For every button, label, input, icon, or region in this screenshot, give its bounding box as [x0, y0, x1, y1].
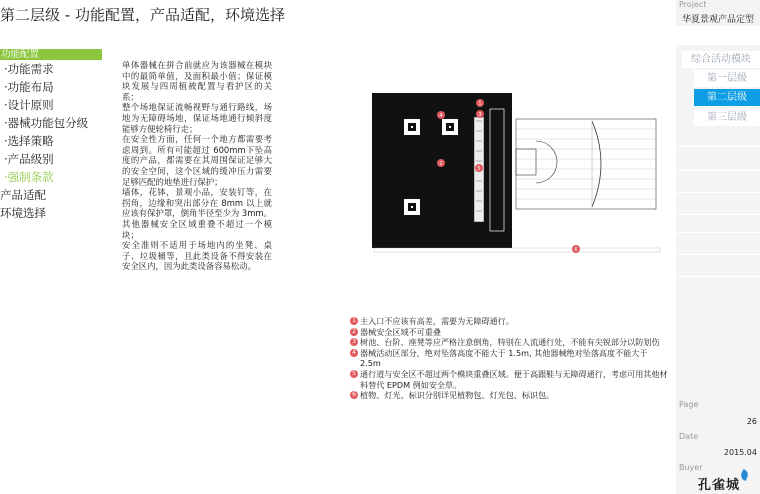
marker-label: 4	[439, 113, 443, 119]
page-title: 第二层级 - 功能配置，产品适配，环境选择	[0, 6, 285, 24]
marker-label: 3	[478, 112, 482, 118]
date-label: Date	[679, 432, 699, 441]
body-paragraph: 墙体，花钵，景观小品，安装钉等，在拐角，边缘和突出部分在 8mm 以上就应该有保护罩，倒角半径至少为 3mm。	[122, 187, 272, 219]
note-number-badge: 1	[350, 317, 358, 325]
section-nav	[0, 49, 102, 222]
body-paragraph: 单体器械在拼合前就应为该器械在模块中的最简单值，及面积最小值；保证模块发展与四周植被配置与看护区的关系；	[122, 60, 272, 102]
note-number-badge: 6	[350, 391, 358, 399]
level-tab[interactable]: 第二层级	[694, 89, 760, 106]
buyer-logo	[698, 474, 740, 493]
module-tab[interactable]: 综合活动模块	[682, 51, 760, 68]
body-paragraph: 整个场地保证流畅视野与通行路线，场地为无障碍场地，保证场地通行倾斜度能够方便轮椅行走；	[122, 102, 272, 134]
note-text: 树池、台阶、座凳等应严格注意倒角，特别在人流通行处，不能有尖锐部分以防划伤	[360, 337, 660, 348]
nav-list	[0, 60, 102, 222]
sidebar-blank-row	[676, 26, 760, 45]
project-name: 华夏景观产品定型	[681, 15, 754, 25]
note-number-badge: 4	[350, 349, 358, 357]
note-number-badge: 3	[350, 338, 358, 346]
body-paragraph: 安全准则不适用于场地内的坐凳、桌子、垃圾桶等，且此类设备不得安装在安全区内，因为此类设备容易松动。	[122, 240, 272, 272]
nav-item[interactable]: ·产品级别	[4, 152, 54, 166]
note-item	[350, 316, 670, 327]
marker-label: 1	[478, 101, 482, 107]
level-tab[interactable]: 第三层级	[694, 109, 760, 126]
nav-item[interactable]: ·选择策略	[4, 134, 54, 148]
nav-item[interactable]: ·功能需求	[4, 62, 54, 76]
note-number-badge: 5	[350, 370, 358, 378]
marker-label: 5	[477, 166, 481, 172]
buyer-label: Buyer	[679, 463, 703, 472]
info-sidebar	[676, 0, 760, 494]
nav-item[interactable]: ·功能布局	[4, 80, 54, 94]
note-item	[350, 390, 670, 401]
date-value: 2015.04	[723, 448, 757, 457]
note-text: 主入口不应该有高差，需要为无障碍通行。	[360, 316, 514, 326]
note-item	[350, 337, 670, 348]
buyer-logo-text: 孔雀城	[698, 478, 741, 493]
body-text	[122, 60, 272, 272]
nav-item[interactable]: ·强制条款	[4, 170, 54, 184]
nav-item[interactable]: ·器械功能包分级	[4, 116, 89, 130]
basketball-court	[516, 119, 656, 209]
note-item	[350, 348, 670, 369]
note-text: 器械活动区部分，绝对坠落高度不能大于 1.5m, 其他器械绝对坠落高度不能大于 2.5m	[360, 347, 648, 369]
marker-label: 6	[574, 247, 578, 253]
note-item	[350, 369, 670, 390]
nav-item[interactable]: 产品适配	[0, 188, 46, 202]
note-number-badge: 2	[350, 328, 358, 336]
notes-list	[350, 316, 670, 401]
nav-item[interactable]: ·设计原则	[4, 98, 54, 112]
level-tab[interactable]: 第一层级	[694, 70, 760, 87]
body-paragraph: 其他器械安全区域重叠不超过一个模块；	[122, 218, 272, 240]
page-number: 26	[746, 417, 757, 426]
leaf-icon	[739, 469, 750, 481]
site-plan	[364, 81, 664, 257]
nav-header-function-config[interactable]: 功能配置	[0, 49, 102, 60]
note-text: 通行道与安全区不超过两个模块重叠区域。便于高跟鞋与无障碍通行，考虑可用其他材料替代 EPDM 例如安全草。	[360, 368, 668, 390]
marker-label: 2	[439, 161, 443, 167]
note-text: 植物、灯光、标识分别详见植物包、灯光包、标识包。	[360, 390, 555, 401]
body-paragraph: 在安全性方面，任何一个地方都需要考虑周到。所有可能超过 600mm下坠高度的产品，都需要在其周围保证足够大的安全空间，这个区域的缓冲压力需要足够匹配的地垫进行保护；	[122, 134, 272, 187]
project-label: Project	[679, 0, 707, 9]
note-text: 器械安全区域不可重叠	[360, 326, 441, 337]
note-item	[350, 327, 670, 338]
nav-item[interactable]: 环境选择	[0, 206, 46, 220]
page-label: Page	[679, 400, 699, 409]
